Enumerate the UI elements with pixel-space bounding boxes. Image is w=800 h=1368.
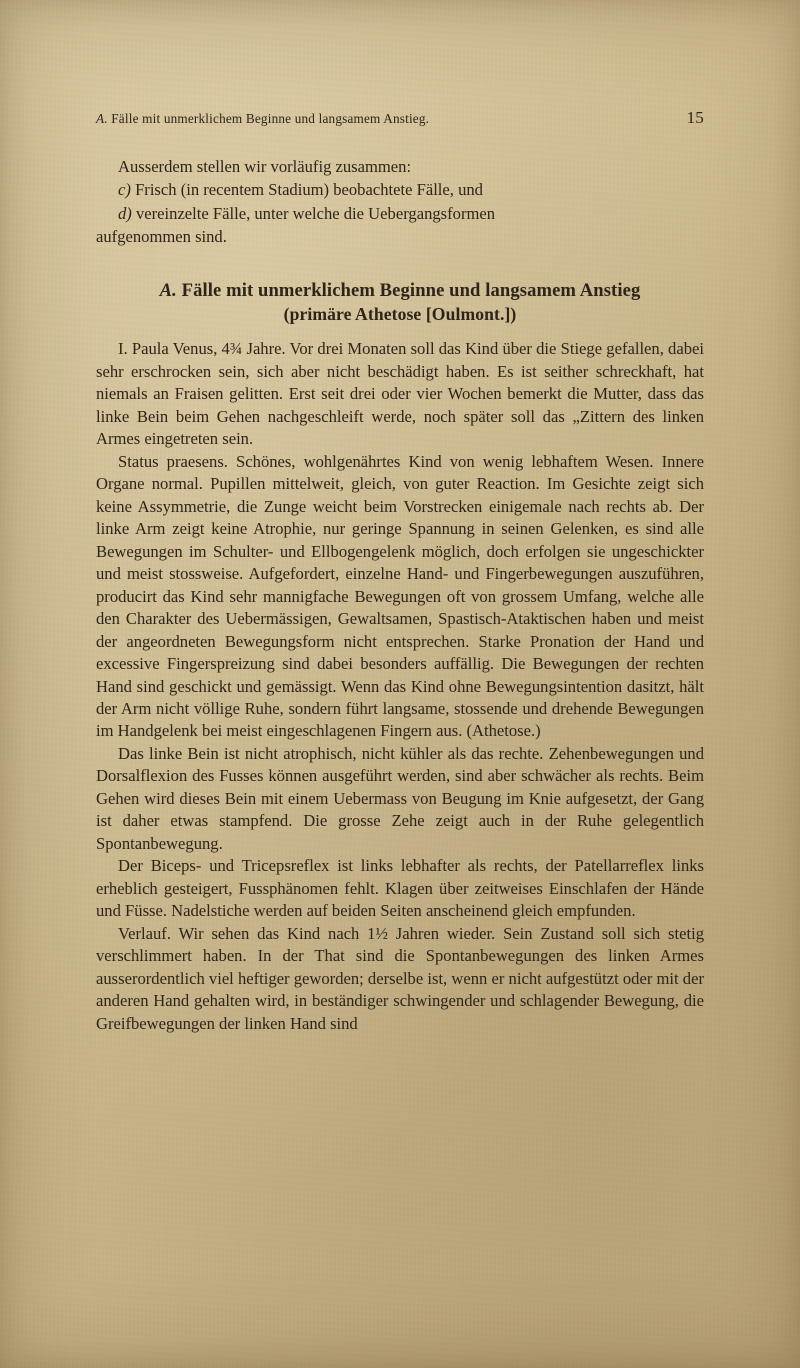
- section-letter: A.: [159, 279, 177, 301]
- body-paragraph-4: Der Biceps- und Tricepsreflex ist links lebhafter als rechts, der Patellarreflex links erheblich gesteigert, Fussphänomen fehlt. Klagen über zeitweises Einschlafen der Hände und Füsse. Nadelstiche werden auf beiden Seiten anscheinend gleich empfunden.: [96, 856, 704, 921]
- running-head-text: [96, 111, 429, 127]
- body-paragraph-5: Verlauf. Wir sehen das Kind nach 1½ Jahren wieder. Sein Zustand soll sich stetig verschlimmert haben. In der That sind die Spontanbewegungen des linken Armes ausserordentlich viel heftiger geworden; derselbe ist, wenn er nicht aufgestützt oder mit der anderen Hand gehalten wird, in beständiger schwingender und schlagender Bewegung, die Greifbewegungen der linken Hand sind: [96, 923, 704, 1033]
- intro-paragraph: Ausserdem stellen wir vorläufig zusammen:: [118, 157, 412, 176]
- body-paragraph-1: I. Paula Venus, 4¾ Jahre. Vor drei Monaten soll das Kind über die Stiege gefallen, dabei sehr erschrocken sein, sich aber nicht beschädigt haben. Es ist seither schreckhaft, hat niemals an Fraisen gelitten. Erst seit drei oder vier Wochen bemerkt die Mutter, dass das linke Bein beim Gehen nachgeschleift werde, noch später soll das „Zittern des linken Armes eingetreten sein.: [96, 339, 704, 449]
- running-head-title: Fälle mit unmerklichem Beginne und langsamem Anstieg.: [111, 111, 430, 126]
- list-marker-d: d): [118, 203, 132, 223]
- list-text-c: Frisch (in recentem Stadium) beobachtete Fälle, und: [135, 180, 483, 200]
- list-item: [96, 179, 704, 201]
- list-marker-c: c): [118, 180, 131, 200]
- list-item: [96, 203, 704, 225]
- section-title-line2: (primäre Athetose [Oulmont.]): [283, 303, 517, 324]
- section-title-line1: Fälle mit unmerklichem Beginne und langsamem Anstieg: [181, 279, 641, 301]
- page-number: 15: [686, 108, 704, 127]
- running-head-letter: A.: [96, 111, 108, 126]
- section-heading: [96, 279, 704, 325]
- page-content: [96, 108, 704, 1035]
- list-continuation: aufgenommen sind.: [96, 227, 227, 247]
- body-paragraph-3: Das linke Bein ist nicht atrophisch, nicht kühler als das rechte. Zehenbewegungen und Dorsalflexion des Fusses können ausgeführt werden, sind aber schwächer als rechts. Beim Gehen wird dieses Bein mit einem Uebermass von Beugung im Knie aufgesetzt, der Gang ist daher etwas stampfend. Die grosse Zehe zeigt auch in der Ruhe gelegentlich Spontanbewegung.: [96, 743, 704, 853]
- body-paragraph-2: Status praesens. Schönes, wohlgenährtes Kind von wenig lebhaftem Wesen. Innere Organe normal. Pupillen mittelweit, gleich, von guter Reaction. Im Gesichte zeigt sich keine Assymmetrie, die Zunge weicht beim Vorstrecken einigemale nach rechts ab. Der linke Arm zeigt keine Atrophie, nur geringe Spannung in seinen Gelenken, es sind alle Bewegungen im Schulter- und Ellbogengelenk möglich, doch erfolgen sie ungeschickter und meist stossweise. Aufgefordert, einzelne Hand- und Fingerbewegungen auszuführen, producirt das Kind sehr mannigfache Bewegungen oft von grossem Umfang, welche alle den Charakter des Uebermässigen, Gewaltsamen, Spastisch-Ataktischen haben und meist der angeordneten Bewegungsform nicht entsprechen. Starke Pronation der Hand und excessive Fingerspreizung sind dabei besonders auffällig. Die Bewegungen der rechten Hand sind geschickt und gemässigt. Wenn das Kind ohne Bewegungsintention dasitzt, hält der Arm nicht völlige Ruhe, sondern führt langsame, stossende und drehende Bewegungen im Handgelenk bei meist eingeschlagenen Fingern aus. (Athetose.): [96, 451, 704, 741]
- running-head: [96, 108, 704, 130]
- list-text-d: vereinzelte Fälle, unter welche die Uebergangsformen: [135, 203, 496, 223]
